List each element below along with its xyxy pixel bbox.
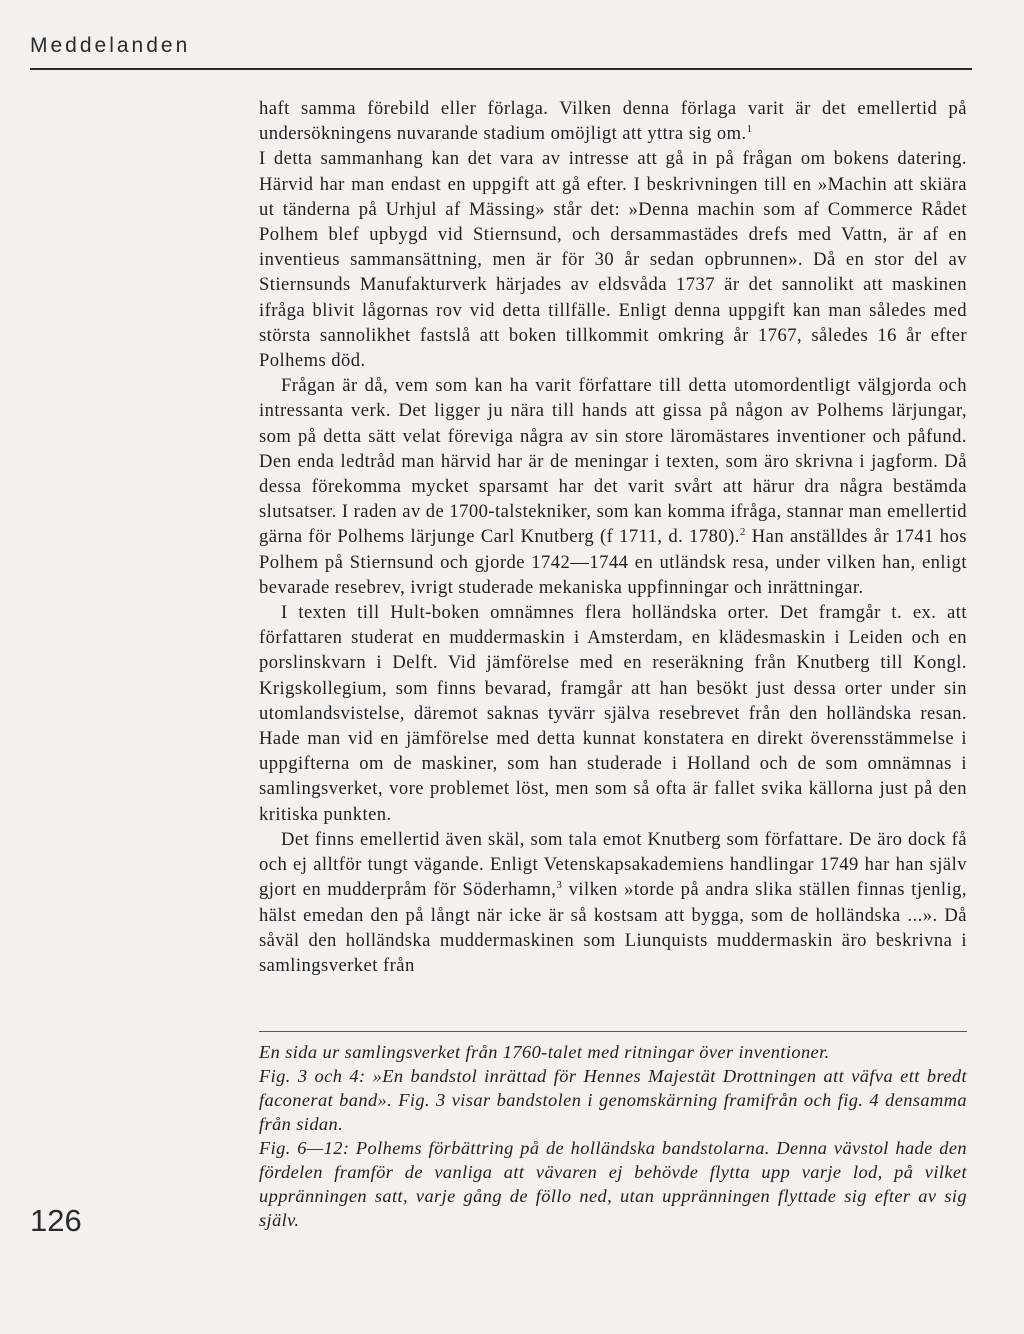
- paragraph-1-text: haft samma förebild eller förlaga. Vilken denna förlaga varit är det emellertid på undersökningens nuvarande stadium omöjligt att yttra sig om.: [259, 98, 967, 145]
- header-rule: [30, 68, 972, 70]
- caption-rule: [259, 1031, 967, 1032]
- page-number: 126: [30, 1203, 82, 1238]
- paragraph-4: I texten till Hult-boken omnämnes flera holländska orter. Det framgår t. ex. att författaren studerat en muddermaskin i Amsterdam, en klädesmaskin i Leiden och en porslinskvarn i Delft. Vid jämförelse med en reseräkning från Knutberg till Kongl. Krigskollegium, som finns bevarad, framgår att han besökt just dessa orter under sin utomlandsvistelse, däremot saknas tyvärr själva resebrevet från den holländska resan. Hade man vid en jämförelse med detta kunnat konstatera en direkt överensstämmelse i uppgifterna om de maskiner, som han studerade i Holland och de som omnämnas i samlingsverket, vore problemet löst, men som så ofta är fallet svika källorna just på den kritiska punkten.: [259, 602, 967, 825]
- caption-line-1: En sida ur samlingsverket från 1760-talet med ritningar över inventioner.: [259, 1042, 830, 1062]
- caption-line-3: Fig. 6—12: Polhems förbättring på de holländska bandstolarna. Denna vävstol hade den fördelen framför de vanliga att vävaren ej behövde flytta upp varje lod, på vilket uppränningen satt, varje gång de föllo ned, utan uppränningen flyttade sig efter av sig själv.: [259, 1138, 967, 1230]
- footnote-marker-2: 2: [739, 526, 746, 539]
- footnote-marker-3: 3: [556, 879, 563, 892]
- paragraph-3-text-after: Han anställdes år 1741 hos Polhem på Stiernsund och gjorde 1742—1744 en utländsk resa, under vilken han, enligt bevarade resebrev, ivrigt studerade mekaniska uppfinningar och inrättningar.: [259, 526, 967, 598]
- paragraph-3-text: Frågan är då, vem som kan ha varit författare till detta utomordentligt välgjorda och intressanta verk. Det ligger ju nära till hands att gissa på någon av Polhems lärjungar, som på detta sätt velat föreviga några av sin store läromästares inventioner och påfund. Den enda ledtråd man härvid har är de meningar i texten, som äro skrivna i jagform. Då dessa förekomma mycket sparsamt har det varit svårt att härur dra några bestämda slutsatser. I raden av de 1700-talstekniker, som kan komma ifråga, stannar man emellertid gärna för Polhems lärjunge Carl Knutberg (f 1711, d. 1780).: [259, 375, 967, 548]
- paragraph-2: I detta sammanhang kan det vara av intresse att gå in på frågan om bokens datering. Härvid har man endast en uppgift att gå efter. I beskrivningen till en »Machin att skiära ut tänderna på Urhjul af Mässing» står det: »Denna machin som af Commerce Rådet Polhem blef upbygd vid Stiernsund, och dersammastädes drefs med Vattn, är af en inventieus sammansättning, men är för 30 år sedan opbrunnen». Då en stor del av Stiernsunds Manufakturverk härjades av eldsvåda 1737 är det sannolikt att maskinen ifråga blivit lågornas rov vid detta tillfälle. Enligt denna uppgift kan man således med största sannolikhet fastslå att boken tillkommit omkring år 1767, således 16 år efter Polhems död.: [259, 148, 967, 372]
- paragraph-5-text: Det finns emellertid även skäl, som tala emot Knutberg som författare. De äro dock få och ej alltför tungt vägande. Enligt Vetenskapsakademiens handlingar 1749 har han själv gjort en mudderpråm för Söderhamn,: [259, 828, 967, 901]
- paragraph-3: [259, 373, 967, 600]
- caption-line-2: Fig. 3 och 4: »En bandstol inrättad för Hennes Majestät Drottningen att väfva ett bredt faconerat band». Fig. 3 visar bandstolen i genomskärning framifrån och fig. 4 densamma från sidan.: [259, 1066, 967, 1134]
- paragraph-5: [259, 827, 967, 978]
- paragraph-5-text-after: vilken »torde på andra slika ställen finnas tjenlig, hälst emedan den på långt när icke är så kostsam att bygga, som de holländska ...». Då såväl den holländska muddermaskinen som Liunquists muddermaskin äro beskrivna i samlingsverket från: [259, 879, 967, 976]
- running-head-title: Meddelanden: [30, 34, 191, 57]
- paragraph-1: [259, 96, 967, 146]
- figure-caption: [259, 1040, 967, 1232]
- article-body: [259, 96, 967, 978]
- footnote-marker-1: 1: [746, 123, 753, 136]
